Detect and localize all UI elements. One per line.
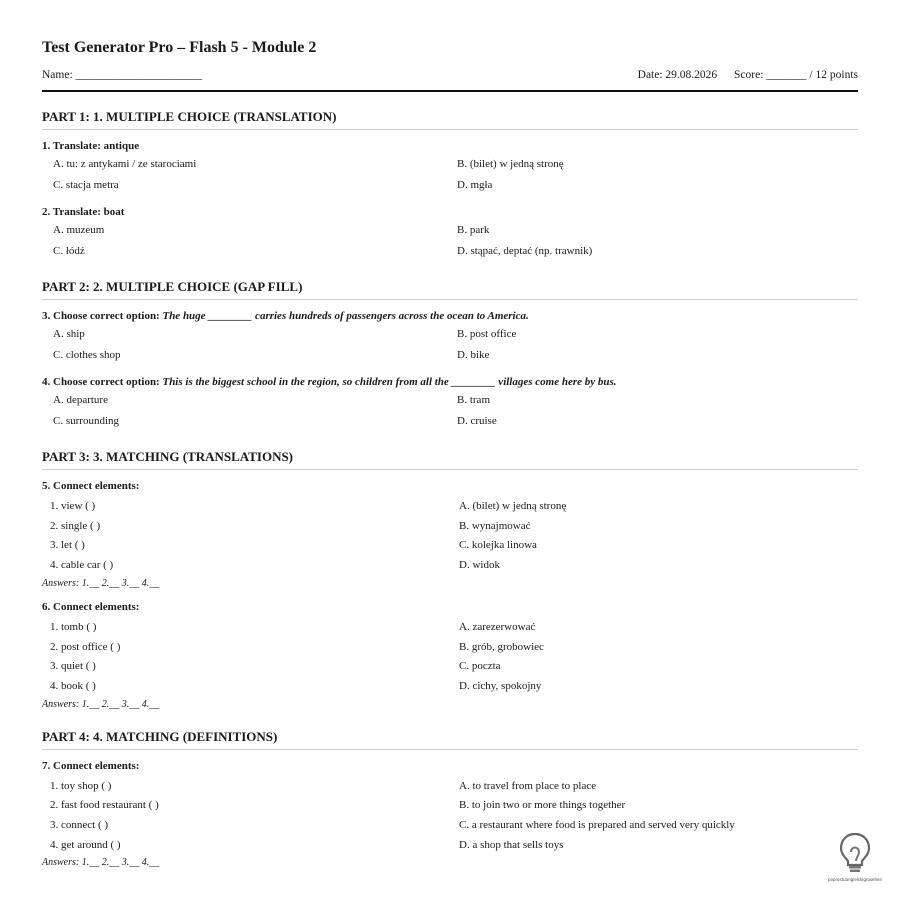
match-left-item: 1. toy shop ( ) (50, 779, 112, 792)
options (53, 154, 858, 196)
gap-sentence: The huge ________ carries hundreds of passengers across the ocean to America. (162, 310, 529, 322)
match-left-item: 2. post office ( ) (50, 640, 121, 653)
worksheet-page (42, 38, 858, 870)
match-right-item: B. wynajmować (459, 519, 531, 532)
matching-grid (50, 777, 858, 856)
part-4 (42, 728, 858, 871)
question-prompt: 3. Choose correct option: The huge ________ carries hundreds of passengers across the ocean to America. (42, 310, 529, 322)
match-left-item: 2. fast food restaurant ( ) (50, 799, 159, 812)
part-title: PART 2: 2. MULTIPLE CHOICE (GAP FILL) (42, 278, 858, 300)
option-c: C. clothes shop (53, 349, 121, 361)
match-left-item: 1. tomb ( ) (50, 620, 97, 633)
question-prompt: 6. Connect elements: (42, 600, 140, 613)
match-right-item: C. poczta (459, 660, 501, 673)
option-b: B. post office (457, 328, 517, 340)
option-d: D. bike (457, 349, 490, 361)
match-left-item: 3. connect ( ) (50, 819, 109, 832)
question-2 (42, 205, 858, 262)
matching-grid (50, 618, 858, 697)
match-left-item: 1. view ( ) (50, 500, 96, 512)
question-prompt: 4. Choose correct option: This is the biggest school in the region, so children from all the ________ villages come here by bus. (42, 376, 617, 388)
part-title: PART 4: 4. MATCHING (DEFINITIONS) (42, 728, 858, 750)
question-4 (42, 375, 858, 432)
question-prompt: 5. Connect elements: (42, 480, 140, 492)
matching-grid (50, 497, 858, 576)
option-a: A. ship (53, 328, 85, 340)
option-b: B. (bilet) w jedną stronę (457, 158, 564, 170)
option-d: D. cruise (457, 415, 497, 427)
match-left-item: 2. single ( ) (50, 519, 101, 532)
question-3 (42, 309, 858, 366)
option-c: C. surrounding (53, 415, 119, 427)
part-1 (42, 108, 858, 262)
option-d: D. mgła (457, 179, 493, 191)
answers-line: Answers: 1.__ 2.__ 3.__ 4.__ (42, 857, 160, 869)
logo-text: poprostuangielskigrosehen (827, 877, 883, 882)
match-right-item: A. zarezerwować (459, 620, 536, 633)
question-prompt: 2. Translate: boat (42, 206, 125, 218)
match-right-item: C. kolejka linowa (459, 539, 537, 552)
match-right-item: B. grób, grobowiec (459, 640, 544, 653)
question-5 (42, 479, 858, 591)
match-right-item: D. a shop that sells toys (459, 838, 564, 851)
brand-logo (826, 832, 884, 882)
question-prompt: 1. Translate: antique (42, 140, 140, 152)
option-a: A. muzeum (53, 224, 105, 236)
part-3 (42, 448, 858, 712)
option-c: C. stacja metra (53, 179, 119, 191)
meta-row (42, 68, 858, 83)
name-field: Name: ______________________ (42, 69, 203, 81)
option-b: B. tram (457, 394, 490, 406)
score-field: Score: _______ / 12 points (734, 69, 858, 81)
match-left-item: 3. quiet ( ) (50, 660, 96, 673)
option-b: B. park (457, 224, 490, 236)
meta-right (624, 68, 858, 83)
match-left-item: 4. cable car ( ) (50, 559, 114, 572)
options (53, 390, 858, 432)
question-6 (42, 600, 858, 712)
match-left-item: 3. let ( ) (50, 539, 85, 552)
match-left-item: 4. book ( ) (50, 679, 96, 692)
option-a: A. tu: z antykami / ze starociami (53, 158, 197, 170)
match-right-item: A. to travel from place to place (459, 779, 597, 792)
part-2 (42, 278, 858, 432)
header-divider (42, 90, 858, 92)
options (53, 220, 858, 262)
answers-line: Answers: 1.__ 2.__ 3.__ 4.__ (42, 577, 160, 589)
match-right-item: D. widok (459, 559, 500, 572)
match-right-item: C. a restaurant where food is prepared and served very quickly (459, 819, 735, 832)
match-right-item: D. cichy, spokojny (459, 679, 542, 692)
question-1 (42, 139, 858, 196)
lightbulb-icon (838, 832, 872, 874)
date-field: Date: 29.08.2026 (637, 69, 718, 81)
page-title: Test Generator Pro – Flash 5 - Module 2 (42, 39, 317, 56)
option-c: C. łódź (53, 245, 85, 257)
options (53, 324, 858, 366)
match-left-item: 4. get around ( ) (50, 838, 121, 851)
question-7 (42, 759, 858, 871)
part-title: PART 3: 3. MATCHING (TRANSLATIONS) (42, 448, 858, 470)
answers-line: Answers: 1.__ 2.__ 3.__ 4.__ (42, 698, 160, 710)
question-prompt: 7. Connect elements: (42, 759, 140, 772)
option-a: A. departure (53, 394, 108, 406)
gap-sentence: This is the biggest school in the region, so children from all the ________ villages come here by bus. (162, 376, 617, 388)
option-d: D. stąpać, deptać (np. trawnik) (457, 245, 593, 257)
match-right-item: A. (bilet) w jedną stronę (459, 500, 567, 512)
part-title: PART 1: 1. MULTIPLE CHOICE (TRANSLATION) (42, 108, 858, 130)
match-right-item: B. to join two or more things together (459, 799, 626, 812)
